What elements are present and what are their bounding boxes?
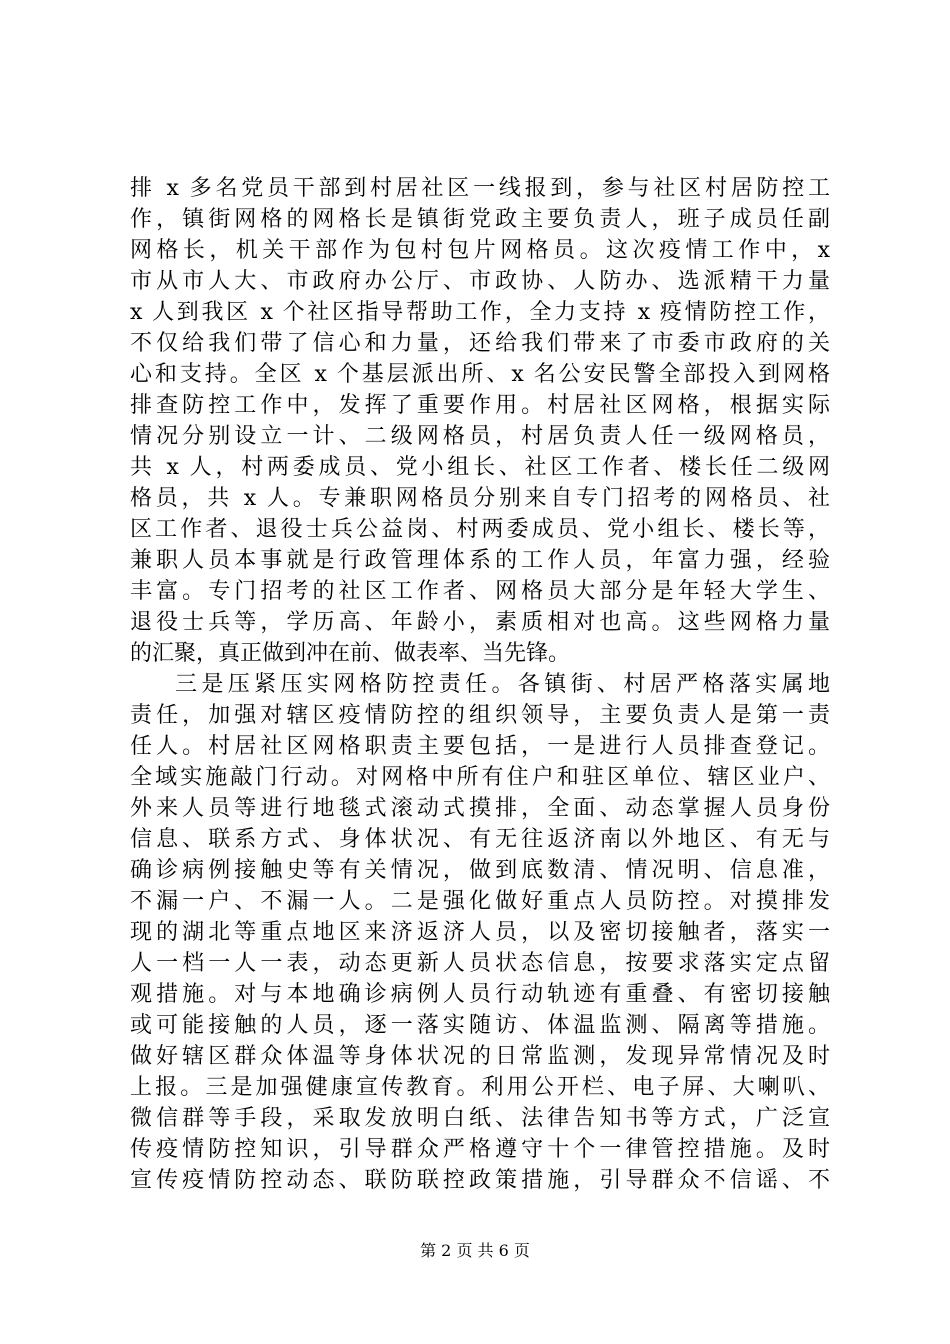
text-line: 责任，加强对辖区疫情防控的组织领导，主要负责人是第一责: [130, 703, 830, 728]
text-line: 市从市人大、市政府办公厅、市政协、人防办、选派精干力量: [130, 269, 830, 294]
text-line: 心和支持。全区 x 个基层派出所、x 名公安民警全部投入到网格: [130, 362, 830, 387]
text-line: 全域实施敲门行动。对网格中所有住户和驻区单位、辖区业户、: [130, 765, 830, 790]
text-line: 情况分别设立一计、二级网格员，村居负责人任一级网格员，: [130, 424, 830, 449]
text-line: 人一档一人一表，动态更新人员状态信息，按要求落实定点留: [130, 951, 830, 976]
text-line: 宣传疫情防控动态、联防联控政策措施，引导群众不信谣、不: [130, 1168, 830, 1193]
text-line: x 人到我区 x 个社区指导帮助工作，全力支持 x 疫情防控工作，: [130, 300, 830, 325]
text-line: 格员，共 x 人。专兼职网格员分别来自专门招考的网格员、社: [130, 486, 830, 511]
text-line: 做好辖区群众体温等身体状况的日常监测，发现异常情况及时: [130, 1044, 830, 1069]
text-line: 不漏一户、不漏一人。二是强化做好重点人员防控。对摸排发: [130, 889, 830, 914]
text-line: 或可能接触的人员，逐一落实随访、体温监测、隔离等措施。: [130, 1013, 830, 1038]
text-line: 上报。三是加强健康宣传教育。利用公开栏、电子屏、大喇叭、: [130, 1075, 830, 1100]
text-line: 任人。村居社区网格职责主要包括，一是进行人员排查登记。: [130, 734, 830, 759]
text-line: 作，镇街网格的网格长是镇街党政主要负责人，班子成员任副: [130, 207, 830, 232]
text-line: 观措施。对与本地确诊病例人员行动轨迹有重叠、有密切接触: [130, 982, 830, 1007]
text-line: 现的湖北等重点地区来济返济人员，以及密切接触者，落实一: [130, 920, 830, 945]
text-line: 确诊病例接触史等有关情况，做到底数清、情况明、信息准，: [130, 858, 830, 883]
text-line: 不仅给我们带了信心和力量，还给我们带来了市委市政府的关: [130, 331, 830, 356]
text-line: 区工作者、退役士兵公益岗、村两委成员、党小组长、楼长等，: [130, 517, 830, 542]
text-line: 退役士兵等，学历高、年龄小，素质相对也高。这些网格力量: [130, 610, 830, 635]
text-line: 排 x 多名党员干部到村居社区一线报到，参与社区村居防控工: [130, 176, 830, 201]
paragraph-start-line: 三是压紧压实网格防控责任。各镇街、村居严格落实属地: [175, 672, 830, 697]
text-line: 共 x 人，村两委成员、党小组长、社区工作者、楼长任二级网: [130, 455, 830, 480]
text-line: 网格长，机关干部作为包村包片网格员。这次疫情工作中，x: [130, 238, 830, 263]
text-line: 微信群等手段，采取发放明白纸、法律告知书等方式，广泛宣: [130, 1106, 830, 1131]
text-line: 外来人员等进行地毯式滚动式摸排，全面、动态掌握人员身份: [130, 796, 830, 821]
text-line: 排查防控工作中，发挥了重要作用。村居社区网格，根据实际: [130, 393, 830, 418]
page-number-footer: 第 2 页 共 6 页: [420, 1241, 530, 1260]
text-line: 的汇聚，真正做到冲在前、做表率、当先锋。: [130, 641, 571, 666]
document-body: [130, 173, 830, 1196]
text-line: 传疫情防控知识，引导群众严格遵守十个一律管控措施。及时: [130, 1137, 830, 1162]
text-line: 兼职人员本事就是行政管理体系的工作人员，年富力强，经验: [130, 548, 830, 573]
text-line: 丰富。专门招考的社区工作者、网格员大部分是年轻大学生、: [130, 579, 830, 604]
text-line: 信息、联系方式、身体状况、有无往返济南以外地区、有无与: [130, 827, 830, 852]
